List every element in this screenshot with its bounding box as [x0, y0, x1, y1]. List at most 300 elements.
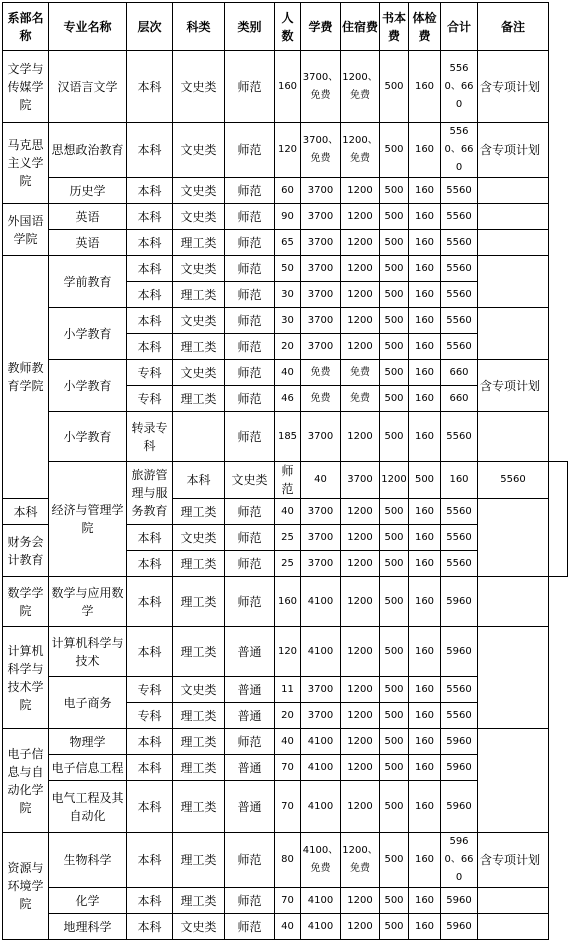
note-cell: 含专项计划 [478, 51, 549, 123]
total-cell: 5560 [441, 282, 478, 308]
dept-cell: 电子信息与自动化学院 [3, 729, 49, 833]
book-cell: 500 [409, 462, 441, 499]
lodging-cell: 1200、免费 [341, 833, 380, 888]
tuition-cell: 3700、免费 [301, 123, 341, 178]
tuition-cell: 3700 [301, 282, 341, 308]
exam-cell: 160 [409, 755, 441, 781]
note-cell [478, 204, 549, 230]
lodging-cell: 1200 [341, 308, 380, 334]
table-row [3, 412, 568, 462]
major-cell: 生物科学 [49, 833, 127, 888]
exam-cell: 160 [409, 781, 441, 833]
count-cell: 11 [275, 677, 301, 703]
tuition-cell: 3700、免费 [301, 51, 341, 123]
subject-cell: 文史类 [173, 256, 225, 282]
header-tuition: 学费 [301, 3, 341, 51]
header-lodging: 住宿费 [341, 3, 380, 51]
level-cell: 本科 [127, 755, 173, 781]
dept-cell: 资源与环境学院 [3, 833, 49, 940]
header-category: 类别 [225, 3, 275, 51]
major-cell: 旅游管理与服务教育 [127, 462, 173, 525]
tuition-cell: 3700 [301, 412, 341, 462]
category-cell: 普通 [225, 755, 275, 781]
major-cell: 英语 [49, 230, 127, 256]
level-cell: 本科 [127, 577, 173, 627]
note-cell [549, 462, 568, 577]
table-row [3, 462, 568, 499]
subject-cell: 理工类 [173, 577, 225, 627]
total-cell: 5560 [441, 677, 478, 703]
category-cell: 师范 [225, 525, 275, 551]
note-cell [478, 230, 549, 256]
tuition-cell: 免费 [301, 386, 341, 412]
subject-cell: 理工类 [173, 703, 225, 729]
subject-cell: 文史类 [173, 178, 225, 204]
major-cell: 英语 [49, 204, 127, 230]
tuition-cell: 3700 [301, 677, 341, 703]
count-cell: 40 [275, 914, 301, 940]
table-row [3, 729, 568, 755]
major-cell: 地理科学 [49, 914, 127, 940]
count-cell: 65 [275, 230, 301, 256]
lodging-cell: 1200 [380, 462, 409, 499]
exam-cell: 160 [409, 833, 441, 888]
category-cell: 师范 [225, 577, 275, 627]
total-cell: 5960 [441, 914, 478, 940]
total-cell: 5960 [441, 781, 478, 833]
major-cell: 财务会计教育 [3, 525, 49, 577]
lodging-cell: 1200 [341, 729, 380, 755]
exam-cell: 160 [409, 412, 441, 462]
header-level: 层次 [127, 3, 173, 51]
note-cell [478, 914, 549, 940]
exam-cell: 160 [409, 282, 441, 308]
level-cell: 本科 [127, 51, 173, 123]
exam-cell: 160 [409, 360, 441, 386]
category-cell: 师范 [225, 360, 275, 386]
count-cell: 30 [275, 282, 301, 308]
category-cell: 普通 [225, 781, 275, 833]
category-cell: 师范 [225, 499, 275, 525]
note-cell: 含专项计划 [478, 360, 549, 412]
dept-cell: 计算机科学与技术学院 [3, 627, 49, 729]
exam-cell: 160 [409, 123, 441, 178]
subject-cell: 文史类 [173, 308, 225, 334]
book-cell: 500 [380, 499, 409, 525]
category-cell: 师范 [275, 462, 301, 499]
level-cell: 本科 [127, 178, 173, 204]
level-cell: 本科 [173, 462, 225, 499]
total-cell: 5560 [441, 499, 478, 525]
lodging-cell: 1200 [341, 781, 380, 833]
subject-cell: 文史类 [173, 914, 225, 940]
level-cell: 本科 [3, 499, 49, 525]
exam-cell: 160 [409, 178, 441, 204]
note-cell [478, 412, 549, 462]
exam-cell: 160 [409, 627, 441, 677]
header-book: 书本费 [380, 3, 409, 51]
level-cell: 本科 [127, 627, 173, 677]
header-row [3, 3, 568, 51]
level-cell: 专科 [127, 360, 173, 386]
table-row [3, 577, 568, 627]
total-cell: 5560 [441, 551, 478, 577]
book-cell: 500 [380, 551, 409, 577]
subject-cell: 理工类 [173, 386, 225, 412]
tuition-cell: 4100 [301, 914, 341, 940]
lodging-cell: 1200、免费 [341, 123, 380, 178]
count-cell: 120 [275, 627, 301, 677]
total-cell: 5960 [441, 729, 478, 755]
note-cell: 含专项计划 [478, 123, 549, 178]
exam-cell: 160 [409, 888, 441, 914]
total-cell: 5960 [441, 577, 478, 627]
level-cell: 本科 [127, 914, 173, 940]
category-cell: 师范 [225, 729, 275, 755]
level-cell: 本科 [127, 282, 173, 308]
header-total: 合计 [441, 3, 478, 51]
total-cell: 5960 [441, 755, 478, 781]
table-row [3, 888, 568, 914]
lodging-cell: 1200、免费 [341, 51, 380, 123]
total-cell: 5560 [441, 334, 478, 360]
tuition-cell: 4100 [301, 781, 341, 833]
count-cell: 40 [275, 499, 301, 525]
lodging-cell: 1200 [341, 525, 380, 551]
major-cell: 汉语言文学 [49, 51, 127, 123]
total-cell: 5560 [478, 462, 549, 499]
count-cell: 90 [275, 204, 301, 230]
enrollment-fee-table [2, 2, 568, 940]
table-row [3, 230, 568, 256]
book-cell: 500 [380, 627, 409, 677]
exam-cell: 160 [409, 256, 441, 282]
book-cell: 500 [380, 525, 409, 551]
exam-cell: 160 [409, 308, 441, 334]
header-major: 专业名称 [49, 3, 127, 51]
exam-cell: 160 [441, 462, 478, 499]
book-cell: 500 [380, 360, 409, 386]
book-cell: 500 [380, 729, 409, 755]
category-cell: 师范 [225, 888, 275, 914]
level-cell: 本科 [127, 256, 173, 282]
total-cell: 5560 [441, 525, 478, 551]
category-cell: 师范 [225, 230, 275, 256]
count-cell: 70 [275, 781, 301, 833]
table-row [3, 360, 568, 386]
tuition-cell: 4100 [301, 888, 341, 914]
tuition-cell: 3700 [301, 525, 341, 551]
major-cell: 思想政治教育 [49, 123, 127, 178]
book-cell: 500 [380, 282, 409, 308]
note-cell [478, 577, 549, 627]
book-cell: 500 [380, 386, 409, 412]
level-cell: 本科 [127, 888, 173, 914]
tuition-cell: 3700 [301, 334, 341, 360]
total-cell: 5960 [441, 627, 478, 677]
header-exam: 体检费 [409, 3, 441, 51]
level-cell: 本科 [127, 729, 173, 755]
book-cell: 500 [380, 178, 409, 204]
total-cell: 5560、660 [441, 123, 478, 178]
level-cell: 本科 [127, 123, 173, 178]
count-cell: 185 [275, 412, 301, 462]
count-cell: 46 [275, 386, 301, 412]
dept-cell: 教师教育学院 [3, 256, 49, 499]
category-cell: 师范 [225, 833, 275, 888]
lodging-cell: 1200 [341, 178, 380, 204]
major-cell: 小学教育 [49, 308, 127, 360]
table-row [3, 833, 568, 888]
level-cell: 专科 [127, 386, 173, 412]
category-cell: 普通 [225, 703, 275, 729]
exam-cell: 160 [409, 51, 441, 123]
exam-cell: 160 [409, 499, 441, 525]
table-row [3, 914, 568, 940]
lodging-cell: 1200 [341, 256, 380, 282]
major-cell: 计算机科学与技术 [49, 627, 127, 677]
lodging-cell: 1200 [341, 551, 380, 577]
level-cell: 专科 [127, 703, 173, 729]
tuition-cell: 3700 [301, 499, 341, 525]
major-cell: 数学与应用数学 [49, 577, 127, 627]
exam-cell: 160 [409, 386, 441, 412]
total-cell: 5560 [441, 703, 478, 729]
subject-cell: 文史类 [173, 123, 225, 178]
dept-cell: 经济与管理学院 [49, 462, 127, 577]
total-cell: 5560 [441, 412, 478, 462]
lodging-cell: 1200 [341, 888, 380, 914]
book-cell: 500 [380, 256, 409, 282]
total-cell: 5960 [441, 888, 478, 914]
subject-cell: 理工类 [173, 334, 225, 360]
tuition-cell: 4100 [301, 729, 341, 755]
note-cell: 含专项计划 [478, 833, 549, 888]
exam-cell: 160 [409, 334, 441, 360]
exam-cell: 160 [409, 577, 441, 627]
subject-cell: 理工类 [173, 551, 225, 577]
tuition-cell: 3700 [301, 703, 341, 729]
tuition-cell: 免费 [301, 360, 341, 386]
level-cell: 本科 [127, 308, 173, 334]
book-cell: 500 [380, 888, 409, 914]
dept-cell: 马克思主义学院 [3, 123, 49, 204]
level-cell: 本科 [127, 204, 173, 230]
header-dept: 系部名称 [3, 3, 49, 51]
level-cell: 转录专科 [127, 412, 173, 462]
category-cell: 师范 [225, 551, 275, 577]
total-cell: 660 [441, 360, 478, 386]
total-cell: 5960、660 [441, 833, 478, 888]
book-cell: 500 [380, 703, 409, 729]
count-cell: 25 [275, 525, 301, 551]
table-row [3, 51, 568, 123]
total-cell: 660 [441, 386, 478, 412]
major-cell: 历史学 [49, 178, 127, 204]
category-cell: 普通 [225, 627, 275, 677]
tuition-cell: 3700 [301, 230, 341, 256]
count-cell: 70 [275, 888, 301, 914]
count-cell: 40 [301, 462, 341, 499]
count-cell: 60 [275, 178, 301, 204]
book-cell: 500 [380, 781, 409, 833]
lodging-cell: 1200 [341, 914, 380, 940]
subject-cell: 文史类 [173, 525, 225, 551]
lodging-cell: 1200 [341, 230, 380, 256]
level-cell: 本科 [127, 230, 173, 256]
major-cell: 小学教育 [49, 412, 127, 462]
total-cell: 5560 [441, 178, 478, 204]
tuition-cell: 4100 [301, 627, 341, 677]
total-cell: 5560 [441, 204, 478, 230]
dept-cell: 数学学院 [3, 577, 49, 627]
header-count: 人数 [275, 3, 301, 51]
tuition-cell: 4100、免费 [301, 833, 341, 888]
header-subject: 科类 [173, 3, 225, 51]
category-cell: 师范 [225, 914, 275, 940]
total-cell: 5560 [441, 308, 478, 334]
exam-cell: 160 [409, 914, 441, 940]
count-cell: 160 [275, 51, 301, 123]
lodging-cell: 1200 [341, 204, 380, 230]
note-cell [478, 888, 549, 914]
lodging-cell: 1200 [341, 703, 380, 729]
lodging-cell: 1200 [341, 755, 380, 781]
table-row [3, 123, 568, 178]
count-cell: 160 [275, 577, 301, 627]
note-cell [478, 308, 549, 360]
major-cell: 电子信息工程 [49, 755, 127, 781]
exam-cell: 160 [409, 703, 441, 729]
book-cell: 500 [380, 833, 409, 888]
note-cell [478, 627, 549, 729]
subject-cell: 理工类 [173, 833, 225, 888]
subject-cell: 文史类 [173, 677, 225, 703]
subject-cell: 理工类 [173, 627, 225, 677]
category-cell: 师范 [225, 282, 275, 308]
lodging-cell: 1200 [341, 412, 380, 462]
subject-cell: 理工类 [173, 781, 225, 833]
tuition-cell: 3700 [301, 256, 341, 282]
book-cell: 500 [380, 412, 409, 462]
category-cell: 师范 [225, 386, 275, 412]
subject-cell: 理工类 [173, 499, 225, 525]
count-cell: 25 [275, 551, 301, 577]
lodging-cell: 免费 [341, 360, 380, 386]
book-cell: 500 [380, 755, 409, 781]
level-cell: 专科 [127, 677, 173, 703]
table-row [3, 178, 568, 204]
book-cell: 500 [380, 230, 409, 256]
exam-cell: 160 [409, 729, 441, 755]
lodging-cell: 1200 [341, 627, 380, 677]
level-cell: 本科 [127, 525, 173, 551]
major-cell: 电子商务 [49, 677, 127, 729]
subject-cell: 文史类 [225, 462, 275, 499]
lodging-cell: 1200 [341, 577, 380, 627]
count-cell: 40 [275, 360, 301, 386]
header-note: 备注 [478, 3, 549, 51]
note-cell [478, 178, 549, 204]
total-cell: 5560 [441, 230, 478, 256]
book-cell: 500 [380, 677, 409, 703]
book-cell: 500 [380, 204, 409, 230]
major-cell: 学前教育 [49, 256, 127, 308]
table-row [3, 627, 568, 677]
lodging-cell: 1200 [341, 677, 380, 703]
count-cell: 70 [275, 755, 301, 781]
tuition-cell: 3700 [301, 308, 341, 334]
subject-cell: 文史类 [173, 360, 225, 386]
book-cell: 500 [380, 308, 409, 334]
subject-cell: 理工类 [173, 888, 225, 914]
book-cell: 500 [380, 914, 409, 940]
exam-cell: 160 [409, 204, 441, 230]
category-cell: 师范 [225, 178, 275, 204]
total-cell: 5560 [441, 256, 478, 282]
book-cell: 500 [380, 51, 409, 123]
major-cell: 电气工程及其自动化 [49, 781, 127, 833]
table-row [3, 204, 568, 230]
count-cell: 80 [275, 833, 301, 888]
category-cell: 师范 [225, 51, 275, 123]
lodging-cell: 1200 [341, 499, 380, 525]
count-cell: 40 [275, 729, 301, 755]
level-cell: 本科 [127, 551, 173, 577]
category-cell: 师范 [225, 412, 275, 462]
lodging-cell: 免费 [341, 386, 380, 412]
tuition-cell: 3700 [301, 178, 341, 204]
subject-cell: 理工类 [173, 729, 225, 755]
book-cell: 500 [380, 334, 409, 360]
tuition-cell: 3700 [301, 204, 341, 230]
subject-cell: 理工类 [173, 282, 225, 308]
exam-cell: 160 [409, 677, 441, 703]
note-cell [478, 256, 549, 308]
tuition-cell: 3700 [301, 551, 341, 577]
major-cell: 物理学 [49, 729, 127, 755]
level-cell: 本科 [127, 334, 173, 360]
category-cell: 师范 [225, 123, 275, 178]
exam-cell: 160 [409, 230, 441, 256]
level-cell: 本科 [127, 781, 173, 833]
tuition-cell: 4100 [301, 577, 341, 627]
lodging-cell: 1200 [341, 282, 380, 308]
category-cell: 师范 [225, 308, 275, 334]
note-cell [478, 729, 549, 833]
subject-cell [173, 412, 225, 462]
major-cell: 化学 [49, 888, 127, 914]
tuition-cell: 3700 [341, 462, 380, 499]
category-cell: 师范 [225, 334, 275, 360]
count-cell: 20 [275, 703, 301, 729]
total-cell: 5560、660 [441, 51, 478, 123]
dept-cell: 外国语学院 [3, 204, 49, 256]
book-cell: 500 [380, 123, 409, 178]
lodging-cell: 1200 [341, 334, 380, 360]
count-cell: 30 [275, 308, 301, 334]
tuition-cell: 4100 [301, 755, 341, 781]
table-row [3, 256, 568, 282]
level-cell: 本科 [127, 833, 173, 888]
category-cell: 师范 [225, 204, 275, 230]
subject-cell: 理工类 [173, 230, 225, 256]
exam-cell: 160 [409, 525, 441, 551]
subject-cell: 理工类 [173, 755, 225, 781]
table-row [3, 308, 568, 334]
count-cell: 20 [275, 334, 301, 360]
count-cell: 50 [275, 256, 301, 282]
